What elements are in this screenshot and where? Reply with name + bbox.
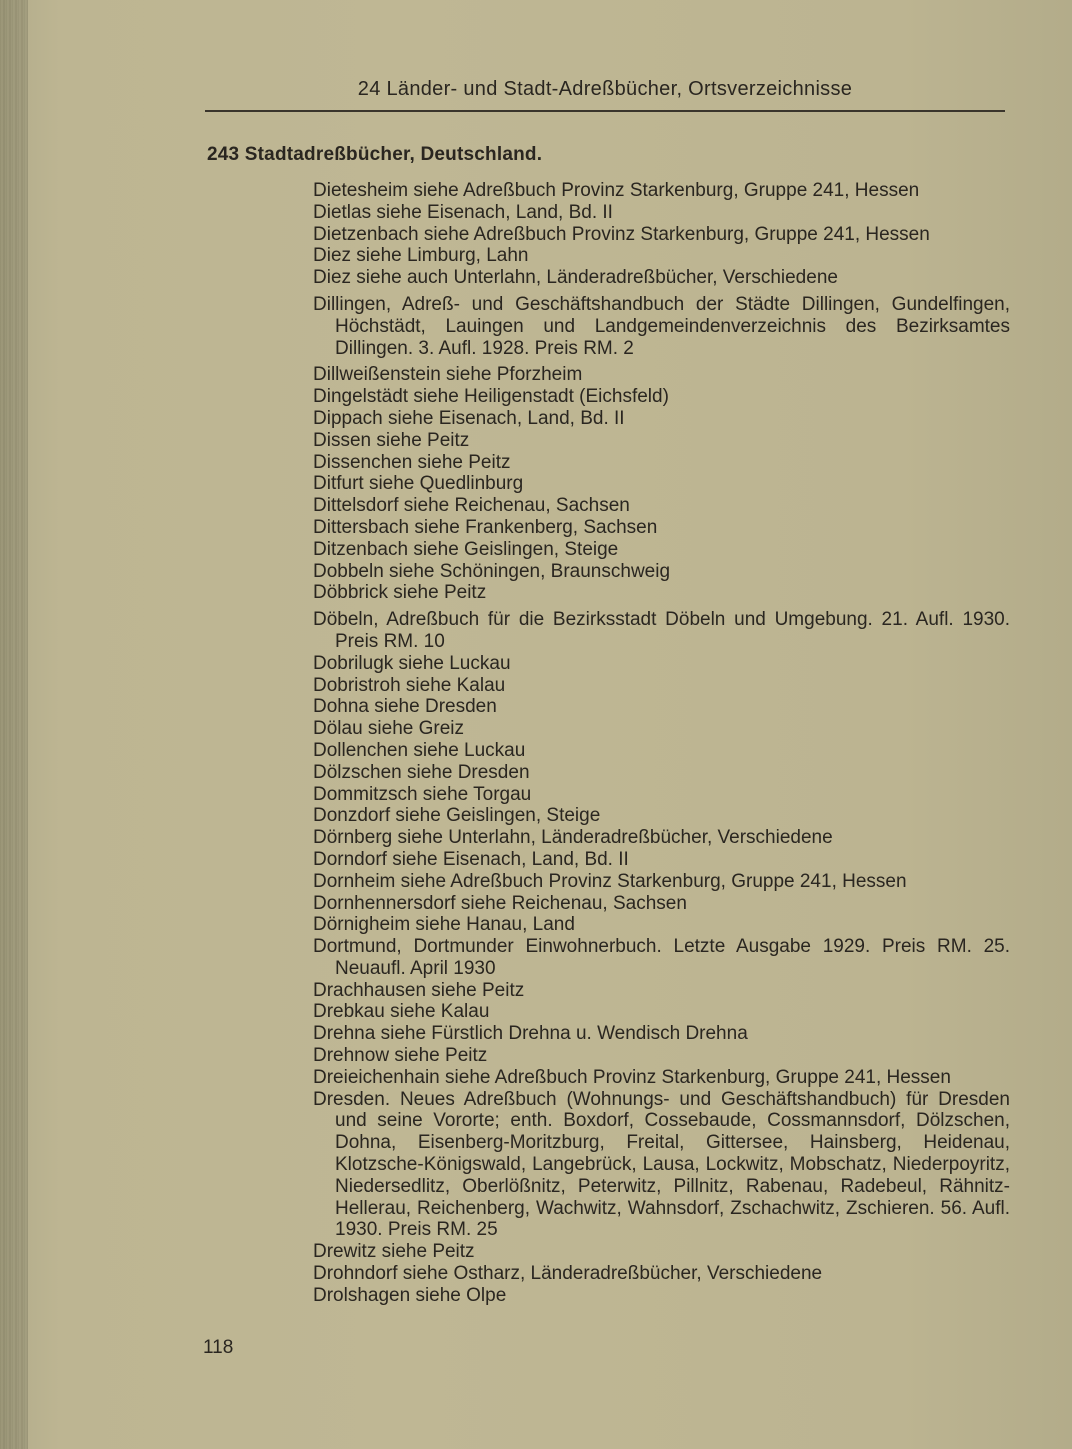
list-item: Dissen siehe Peitz bbox=[313, 429, 470, 451]
list-item: Dreieichenhain siehe Adreßbuch Provinz Starkenburg, Gruppe 241, Hessen bbox=[313, 1066, 951, 1088]
list-item: Ditzenbach siehe Geislingen, Steige bbox=[313, 538, 619, 560]
list-item: Dommitzsch siehe Torgau bbox=[313, 783, 532, 805]
list-item: Dobbeln siehe Schöningen, Braunschweig bbox=[313, 560, 671, 582]
list-item: Dobrilugk siehe Luckau bbox=[313, 652, 511, 674]
list-item: Dornhennersdorf siehe Reichenau, Sachsen bbox=[313, 892, 687, 914]
list-item: Dittelsdorf siehe Reichenau, Sachsen bbox=[313, 495, 630, 517]
list-item: Dorndorf siehe Eisenach, Land, Bd. II bbox=[313, 848, 629, 870]
list-item: Dörnberg siehe Unterlahn, Länderadreßbücher, Verschiedene bbox=[313, 827, 833, 849]
list-item: Dillingen, Adreß- und Geschäftshandbuch der Städte Dillingen, Gundelfingen, Höchstädt, Lauingen und Landgemeindenverzeichnis des Bezirksamtes Dillingen. 3. Aufl. 1928. Preis RM. 2 bbox=[313, 293, 1010, 359]
list-item: Dobristroh siehe Kalau bbox=[313, 674, 506, 696]
list-item: Drewitz siehe Peitz bbox=[313, 1241, 475, 1263]
list-item: Dietzenbach siehe Adreßbuch Provinz Starkenburg, Gruppe 241, Hessen bbox=[313, 223, 930, 245]
list-item: Drohndorf siehe Ostharz, Länderadreßbücher, Verschiedene bbox=[313, 1263, 823, 1285]
section-title: 243 Stadtadreßbücher, Deutschland. bbox=[207, 144, 543, 165]
list-item: Dörnigheim siehe Hanau, Land bbox=[313, 914, 575, 936]
list-item: Dissenchen siehe Peitz bbox=[313, 451, 511, 473]
page-number: 118 bbox=[203, 1337, 234, 1358]
book-spine-shadow bbox=[0, 0, 28, 1449]
list-item: Dillweißenstein siehe Pforzheim bbox=[313, 364, 583, 386]
list-item: Dölzschen siehe Dresden bbox=[313, 761, 530, 783]
list-item: Drolshagen siehe Olpe bbox=[313, 1284, 507, 1306]
list-item: Dittersbach siehe Frankenberg, Sachsen bbox=[313, 516, 658, 538]
entry-list bbox=[313, 180, 1010, 1307]
list-item: Dietesheim siehe Adreßbuch Provinz Starkenburg, Gruppe 241, Hessen bbox=[313, 180, 920, 201]
list-item: Drehnow siehe Peitz bbox=[313, 1045, 488, 1067]
list-item: Dippach siehe Eisenach, Land, Bd. II bbox=[313, 407, 625, 429]
list-item: Drebkau siehe Kalau bbox=[313, 1001, 490, 1023]
list-item: Dornheim siehe Adreßbuch Provinz Starkenburg, Gruppe 241, Hessen bbox=[313, 870, 907, 892]
list-item: Dölau siehe Greiz bbox=[313, 718, 465, 740]
list-item: Diez siehe Limburg, Lahn bbox=[313, 245, 529, 267]
list-item: Diez siehe auch Unterlahn, Länderadreßbücher, Verschiedene bbox=[313, 267, 838, 289]
list-item: Dohna siehe Dresden bbox=[313, 696, 497, 718]
list-item: Drachhausen siehe Peitz bbox=[313, 979, 525, 1001]
list-item: Döbbrick siehe Peitz bbox=[313, 582, 487, 604]
list-item: Ditfurt siehe Quedlinburg bbox=[313, 473, 524, 495]
list-item: Drehna siehe Fürstlich Drehna u. Wendisch Drehna bbox=[313, 1023, 748, 1045]
list-item: Dollenchen siehe Luckau bbox=[313, 739, 526, 761]
list-item: Dietlas siehe Eisenach, Land, Bd. II bbox=[313, 201, 613, 223]
header-rule bbox=[205, 110, 1005, 112]
running-head: 24 Länder- und Stadt-Adreßbücher, Ortsverzeichnisse bbox=[357, 78, 853, 100]
list-item: Dingelstädt siehe Heiligenstadt (Eichsfeld) bbox=[313, 386, 669, 408]
list-item: Dortmund, Dortmunder Einwohnerbuch. Letzte Ausgabe 1929. Preis RM. 25. Neuaufl. April 1930 bbox=[313, 936, 1010, 979]
list-item: Donzdorf siehe Geislingen, Steige bbox=[313, 805, 601, 827]
list-item: Döbeln, Adreßbuch für die Bezirksstadt Döbeln und Umgebung. 21. Aufl. 1930. Preis RM. 10 bbox=[313, 609, 1010, 652]
list-item: Dresden. Neues Adreßbuch (Wohnungs- und Geschäftshandbuch) für Dresden und seine Vororte; enth. Boxdorf, Cossebaude, Cossmannsdorf, Dölzschen, Dohna, Eisenberg-Moritzburg, Freital, Gittersee, Hainsberg, Heidenau, Klotzsche-Königswald, Langebrück, Lausa, Lockwitz, Mobschatz, Niederpoyritz, Niedersedlitz, Oberlößnitz, Peterwitz, Pillnitz, Rabenau, Radebeul, Rähnitz-Hellerau, Reichenberg, Wachwitz, Wahnsdorf, Zschachwitz, Zschieren. 56. Aufl. 1930. Preis RM. 25 bbox=[313, 1088, 1010, 1241]
